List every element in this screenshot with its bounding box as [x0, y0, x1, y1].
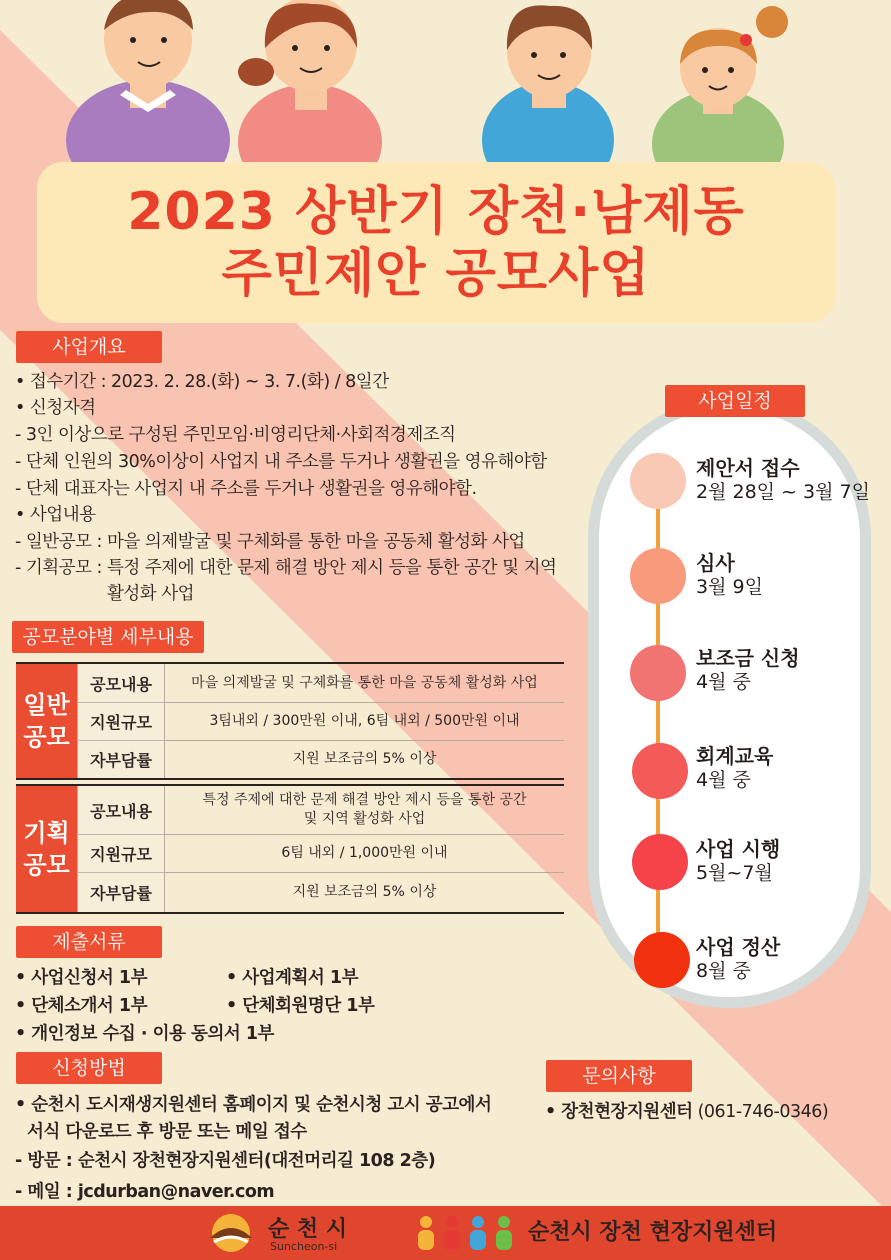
method-line-4: - 메일 : jcdurban@naver.com: [15, 1182, 275, 1202]
people-illustration: [0, 0, 891, 175]
person-1-figure: [66, 0, 230, 175]
schedule-node-5: [632, 834, 688, 890]
document-item-2: • 사업계획서 1부: [226, 968, 358, 988]
schedule-step-5: [696, 837, 780, 885]
overview-line-3: - 3인 이상으로 구성된 주민모임·비영리단체·사회적경제조직: [15, 425, 456, 445]
schedule-step-1: [696, 456, 870, 504]
schedule-step-date: 4월 중: [696, 769, 751, 791]
contact-line: [545, 1100, 828, 1124]
schedule-step-3: [696, 646, 800, 694]
row-label: 공모내용: [77, 664, 165, 702]
document-item-5: • 개인정보 수집 · 이용 동의서 1부: [15, 1024, 274, 1044]
method-line-2: 서식 다운로드 후 방문 또는 메일 접수: [27, 1122, 307, 1142]
general-group-label: 일반 공모: [16, 664, 77, 778]
title-line-2: 주민제안 공모사업: [221, 243, 651, 304]
documents-tag: 제출서류: [16, 926, 162, 958]
schedule-node-3: [630, 645, 686, 701]
schedule-step-2: [696, 551, 763, 599]
planned-table: [16, 784, 564, 914]
document-item-4: • 단체회원명단 1부: [226, 996, 375, 1016]
schedule-step-date: 8월 중: [696, 960, 751, 982]
schedule-tag: 사업일정: [665, 385, 805, 417]
table-row: [77, 702, 564, 741]
schedule-step-date: 4월 중: [696, 671, 751, 693]
schedule-step-date: 2월 28일 ~ 3월 7일: [696, 481, 870, 503]
center-name: 순천시 장천 현장지원센터: [528, 1220, 778, 1245]
row-value: 6팀 내외 / 1,000만원 이내: [281, 844, 448, 861]
city-name: 순 천 시: [268, 1217, 348, 1242]
overview-line-2: • 신청자격: [15, 398, 96, 418]
schedule-step-6: [696, 935, 780, 983]
table-row: [77, 834, 564, 873]
overview-line-5: - 단체 대표자는 사업지 내 주소를 두거나 생활권을 영유해야함.: [15, 479, 477, 499]
schedule-step-date: 5월~7월: [696, 862, 773, 884]
footer-bar: [0, 1206, 891, 1260]
general-table: [16, 662, 564, 780]
row-value: 3팀내외 / 300만원 이내, 6팀 내외 / 500만원 이내: [209, 712, 520, 729]
method-line-3: - 방문 : 순천시 장천현장지원센터(대전머리길 108 2층): [15, 1151, 436, 1171]
row-label: 지원규모: [77, 834, 165, 872]
table-row: [77, 740, 564, 778]
schedule-step-4: [696, 744, 773, 792]
table-row: [77, 786, 564, 835]
schedule-step-date: 3월 9일: [696, 576, 763, 598]
schedule-step-title: 회계교육: [696, 744, 774, 768]
schedule-step-title: 사업 정산: [696, 935, 781, 959]
table-row: [77, 872, 564, 912]
schedule-node-1: [630, 453, 686, 509]
method-line-1: • 순천시 도시재생지원센터 홈페이지 및 순천시청 고시 공고에서: [15, 1095, 492, 1115]
row-label: 지원규모: [77, 702, 165, 740]
schedule-node-4: [632, 743, 688, 799]
row-value: 지원 보조금의 5% 이상: [292, 750, 437, 767]
planned-group-label: 기획 공모: [16, 786, 77, 912]
document-item-3: • 단체소개서 1부: [15, 996, 147, 1016]
city-logo-icon: [202, 1212, 260, 1254]
overview-tag: 사업개요: [16, 331, 162, 363]
contact-phone: (061-746-0346): [692, 1102, 829, 1122]
schedule-step-title: 보조금 신청: [696, 646, 800, 670]
overview-line-9: 활성화 사업: [107, 584, 195, 604]
contact-tag: 문의사항: [546, 1060, 692, 1092]
row-value: 마을 의제발굴 및 구체화를 통한 마을 공동체 활성화 사업: [191, 674, 538, 691]
schedule-step-title: 사업 시행: [696, 837, 781, 861]
method-tag: 신청방법: [16, 1052, 162, 1084]
row-label: 자부담률: [77, 872, 165, 912]
contact-name: • 장천현장지원센터: [545, 1102, 693, 1122]
schedule-step-title: 제안서 접수: [696, 456, 800, 480]
title-panel: [37, 162, 835, 323]
schedule-node-6: [634, 932, 690, 988]
person-4-figure: [652, 6, 788, 175]
overview-line-1: • 접수기간 : 2023. 2. 28.(화) ~ 3. 7.(화) / 8일간: [15, 372, 389, 392]
table-row: [77, 664, 564, 703]
person-3-figure: [482, 5, 614, 175]
row-label: 자부담률: [77, 740, 165, 778]
overview-line-8: - 기획공모 : 특정 주제에 대한 문제 해결 방안 제시 등을 통한 공간 및 지역: [15, 558, 557, 578]
row-value: 특정 주제에 대한 문제 해결 방안 제시 등을 통한 공간 및 지역 활성화 사업: [202, 792, 527, 827]
schedule-step-title: 심사: [696, 551, 735, 575]
center-logo-icon: [414, 1214, 522, 1254]
person-2-figure: [238, 0, 382, 175]
overview-line-4: - 단체 인원의 30%이상이 사업지 내 주소를 두거나 생활권을 영유해야함: [15, 452, 547, 472]
detail-tag: 공모분야별 세부내용: [12, 621, 204, 653]
city-name-en: Suncheon-si: [270, 1240, 338, 1253]
document-item-1: • 사업신청서 1부: [15, 968, 147, 988]
overview-line-6: • 사업내용: [15, 505, 96, 525]
row-value: 지원 보조금의 5% 이상: [292, 883, 437, 900]
overview-line-7: - 일반공모 : 마을 의제발굴 및 구체화를 통한 마을 공동체 활성화 사업: [15, 532, 525, 552]
title-line-1: 2023 상반기 장천·남제동: [127, 181, 745, 242]
schedule-node-2: [630, 548, 686, 604]
row-label: 공모내용: [77, 786, 165, 834]
